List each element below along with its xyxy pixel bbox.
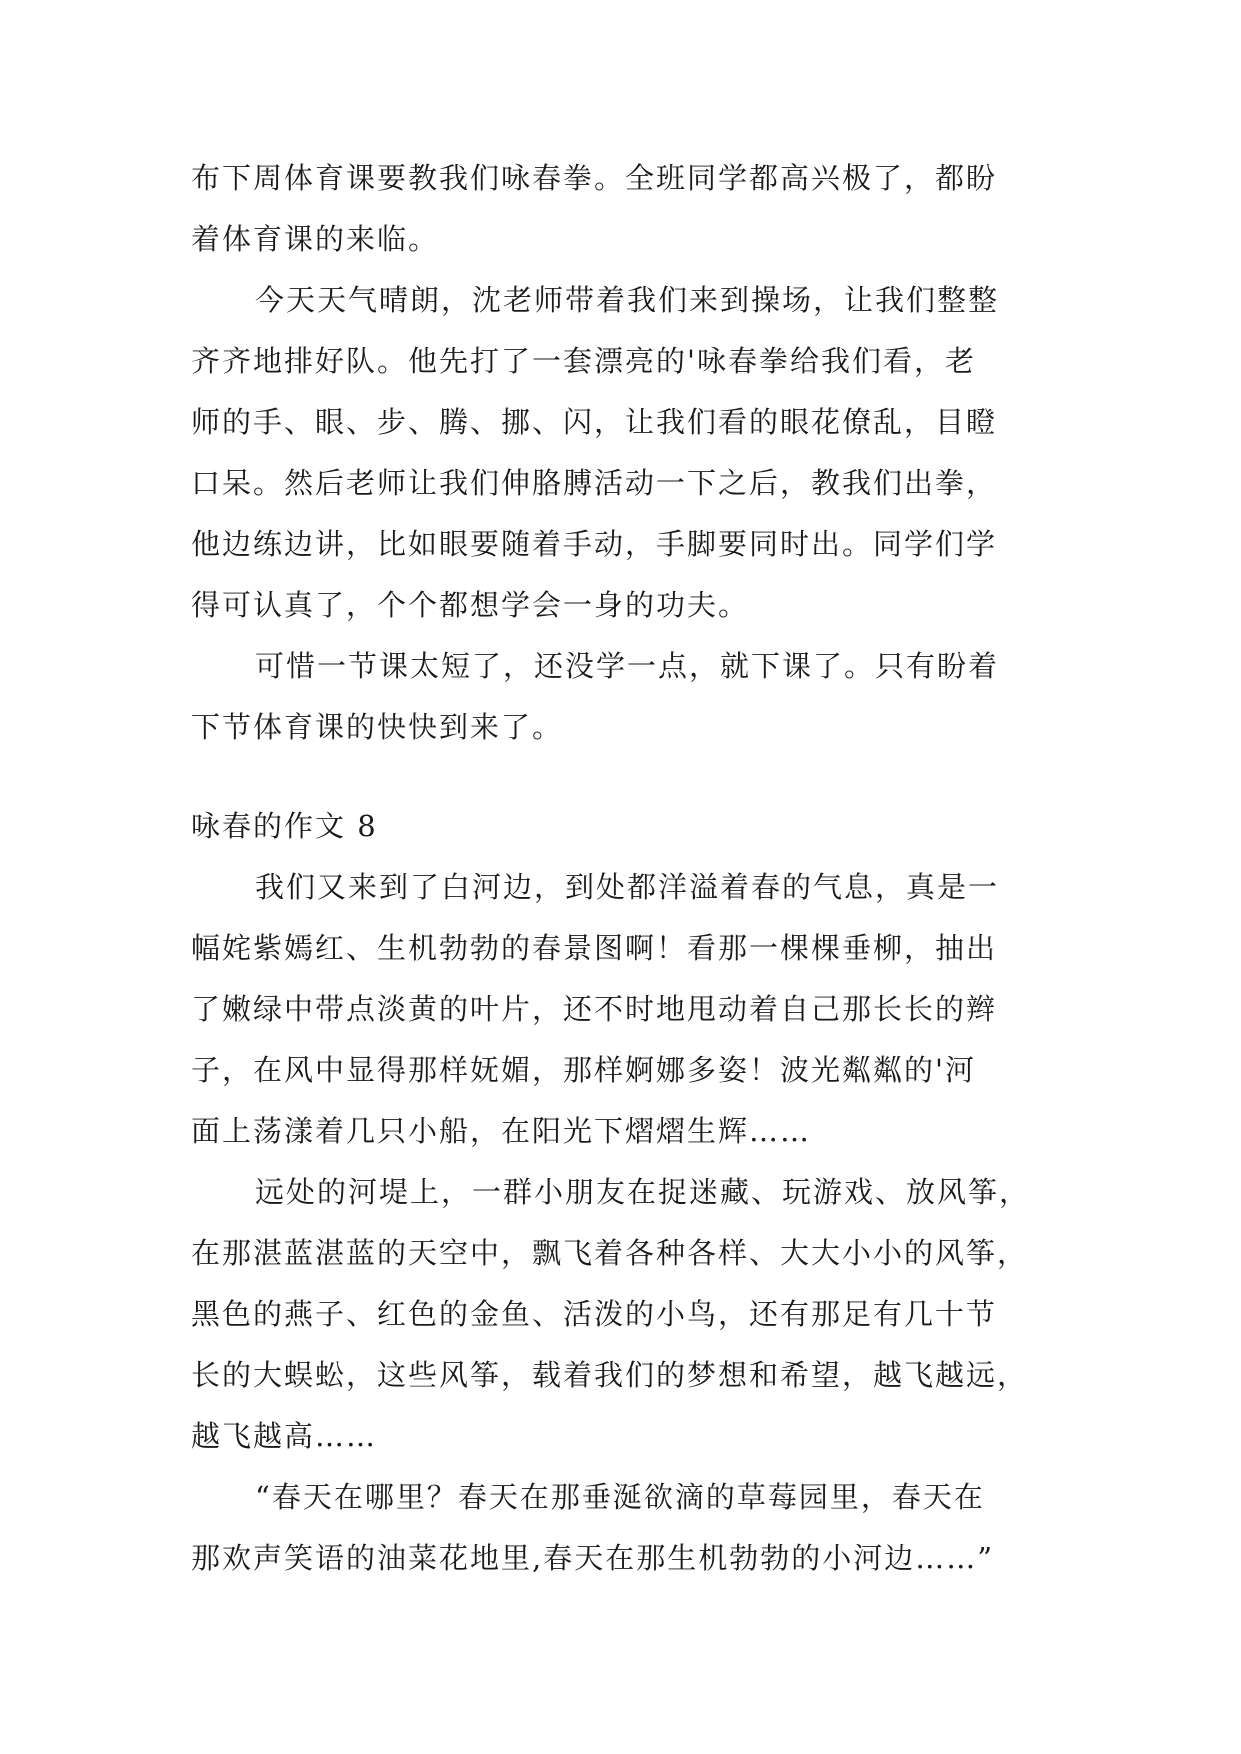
- paragraph-line: 下节体育课的快快到来了。: [191, 710, 564, 744]
- paragraph-line: 齐齐地排好队。他先打了一套漂亮的'咏春拳给我们看，老: [191, 344, 976, 378]
- section-2-text: [191, 796, 1051, 1589]
- paragraph-line: 长的大蜈蚣，这些风筝，载着我们的梦想和希望，越飞越远，: [191, 1358, 1029, 1392]
- paragraph-line: “春天在哪里？春天在那垂涎欲滴的草莓园里，春天在: [255, 1480, 985, 1514]
- paragraph-line: 面上荡漾着几只小船，在阳光下熠熠生辉……: [191, 1114, 812, 1148]
- paragraph-line: 那欢声笑语的油菜花地里,春天在那生机勃勃的小河边……”: [191, 1541, 995, 1575]
- paragraph-line: 他边练边讲，比如眼要随着手动，手脚要同时出。同学们学: [191, 527, 998, 561]
- paragraph-line: 子，在风中显得那样妩媚，那样婀娜多姿！波光粼粼的'河: [191, 1053, 976, 1087]
- section-heading: 咏春的作文 8: [191, 809, 378, 843]
- paragraph-line: 师的手、眼、步、腾、挪、闪，让我们看的眼花僚乱，目瞪: [191, 405, 998, 439]
- paragraph-line: 今天天气晴朗，沈老师带着我们来到操场，让我们整整: [255, 283, 1000, 317]
- paragraph-line: 远处的河堤上，一群小朋友在捉迷藏、玩游戏、放风筝，: [255, 1175, 1031, 1209]
- paragraph-line: 在那湛蓝湛蓝的天空中，飘飞着各种各样、大大小小的风筝，: [191, 1236, 1029, 1270]
- paragraph-line: 口呆。然后老师让我们伸胳膊活动一下之后，教我们出拳，: [191, 466, 998, 500]
- paragraph-line: 我们又来到了白河边，到处都洋溢着春的气息，真是一: [255, 870, 1000, 904]
- paragraph-line: 着体育课的来临。: [191, 222, 440, 256]
- paragraph-line: 越飞越高……: [191, 1419, 378, 1453]
- section-1-text: [191, 148, 1051, 758]
- paragraph-line: 得可认真了，个个都想学会一身的功夫。: [191, 588, 750, 622]
- paragraph-line: 了嫩绿中带点淡黄的叶片，还不时地甩动着自己那长长的辫: [191, 992, 998, 1026]
- paragraph-line: 黑色的燕子、红色的金鱼、活泼的小鸟，还有那足有几十节: [191, 1297, 998, 1331]
- paragraph-line: 幅姹紫嫣红、生机勃勃的春景图啊！看那一棵棵垂柳，抽出: [191, 931, 998, 965]
- paragraph-line: 布下周体育课要教我们咏春拳。全班同学都高兴极了，都盼: [191, 161, 998, 195]
- paragraph-line: 可惜一节课太短了，还没学一点，就下课了。只有盼着: [255, 649, 1000, 683]
